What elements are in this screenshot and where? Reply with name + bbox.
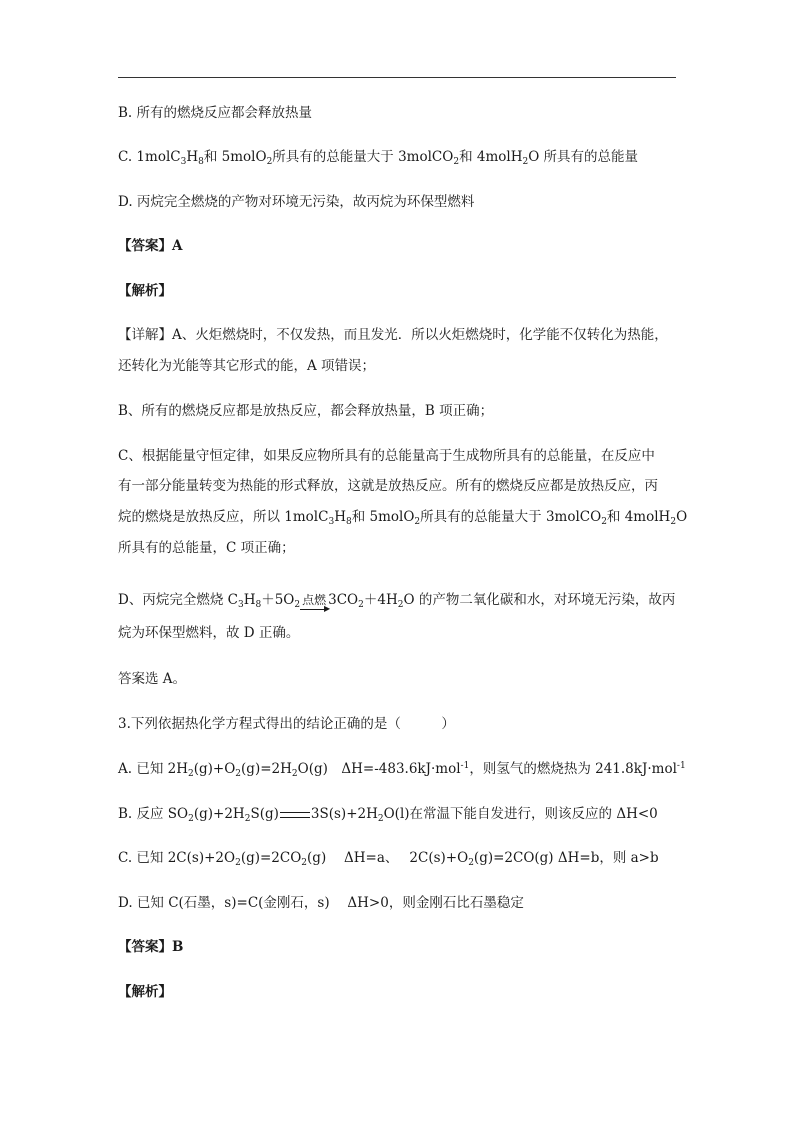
detail-line-2: 还转化为光能等其它形式的能，A 项错误； — [118, 358, 376, 374]
answer-label: 【答案】A — [118, 238, 183, 254]
question-3-stem: 3.下列依据热化学方程式得出的结论正确的是（ ） — [118, 716, 455, 732]
q3-option-d: D. 已知 C(石墨，s)=C(金刚石，s) ΔH>0，则金刚石比石墨稳定 — [118, 895, 524, 911]
detail-c-2: 有一部分能量转变为热能的形式释放，这就是放热反应。所有的燃烧反应都是放热反应，丙 — [118, 478, 658, 494]
answer-label-2: 【答案】B — [118, 939, 184, 955]
analysis-label: 【解析】 — [118, 283, 172, 299]
detail-c-4: 所具有的总能量，C 项正确； — [118, 540, 295, 556]
equal-sign-bar — [280, 812, 310, 818]
option-d: D. 丙烷完全燃烧的产物对环境无污染，故丙烷为环保型燃料 — [118, 194, 475, 210]
reaction-arrow: 点燃 ▶ — [302, 593, 331, 613]
header-rule — [118, 77, 676, 78]
option-c: C. $1molC_3H_8$和 5molO$_2$所具有的总能量大于 3molCO$_2$和 4molH$_2$O 所具有的总能量 — [118, 149, 639, 167]
detail-c-1: C、根据能量守恒定律，如果反应物所具有的总能量高于生成物所具有的总能量，在反应中 — [118, 448, 655, 464]
q3-option-a: A. 已知 $2H_2(g)+O_2(g)=2H_2O(g)$ ΔH=-483.6kJ·mol$^{-1}$，则氢气的燃烧热为 241.8kJ·mol$^{-1}$ — [118, 761, 686, 779]
reaction-condition: 点燃 — [302, 593, 327, 607]
final-answer: 答案选 A。 — [118, 671, 187, 687]
detail-d-1: D、丙烷完全燃烧 $C_3H_8+5O_2$ 点燃 ▶ $3CO_2+4H_2O$ 的产物二氧化碳和水，对环境无污染，故丙 — [118, 592, 676, 613]
option-b: B. 所有的燃烧反应都会释放热量 — [118, 105, 313, 121]
detail-c-3: 烷的燃烧是放热反应，所以 $1molC_3H_8$和 5molO$_2$所具有的总能量大于 3molCO$_2$和 4molH$_2$O — [118, 509, 688, 527]
detail-line-1: 【详解】A、火炬燃烧时，不仅发热，而且发光．所以火炬燃烧时，化学能不仅转化为热能， — [118, 327, 668, 343]
detail-d-2: 烷为环保型燃料，故 D 正确。 — [118, 625, 300, 641]
analysis-label-2: 【解析】 — [118, 984, 172, 1000]
q3-option-b: B. 反应 $SO_2(g)+2H_2S(g)$ $3S(s)+2H_2O(l)$在常温下能自发进行，则该反应的 ΔH<0 — [118, 806, 658, 824]
q3-option-c: C. 已知 $2C(s)+2O_2(g)=2CO_2(g)$ ΔH=a、 $2C(s)+O_2(g)=2CO(g)$ ΔH=b，则 a>b — [118, 850, 659, 868]
detail-b: B、所有的燃烧反应都是放热反应，都会释放热量，B 项正确； — [118, 403, 494, 419]
